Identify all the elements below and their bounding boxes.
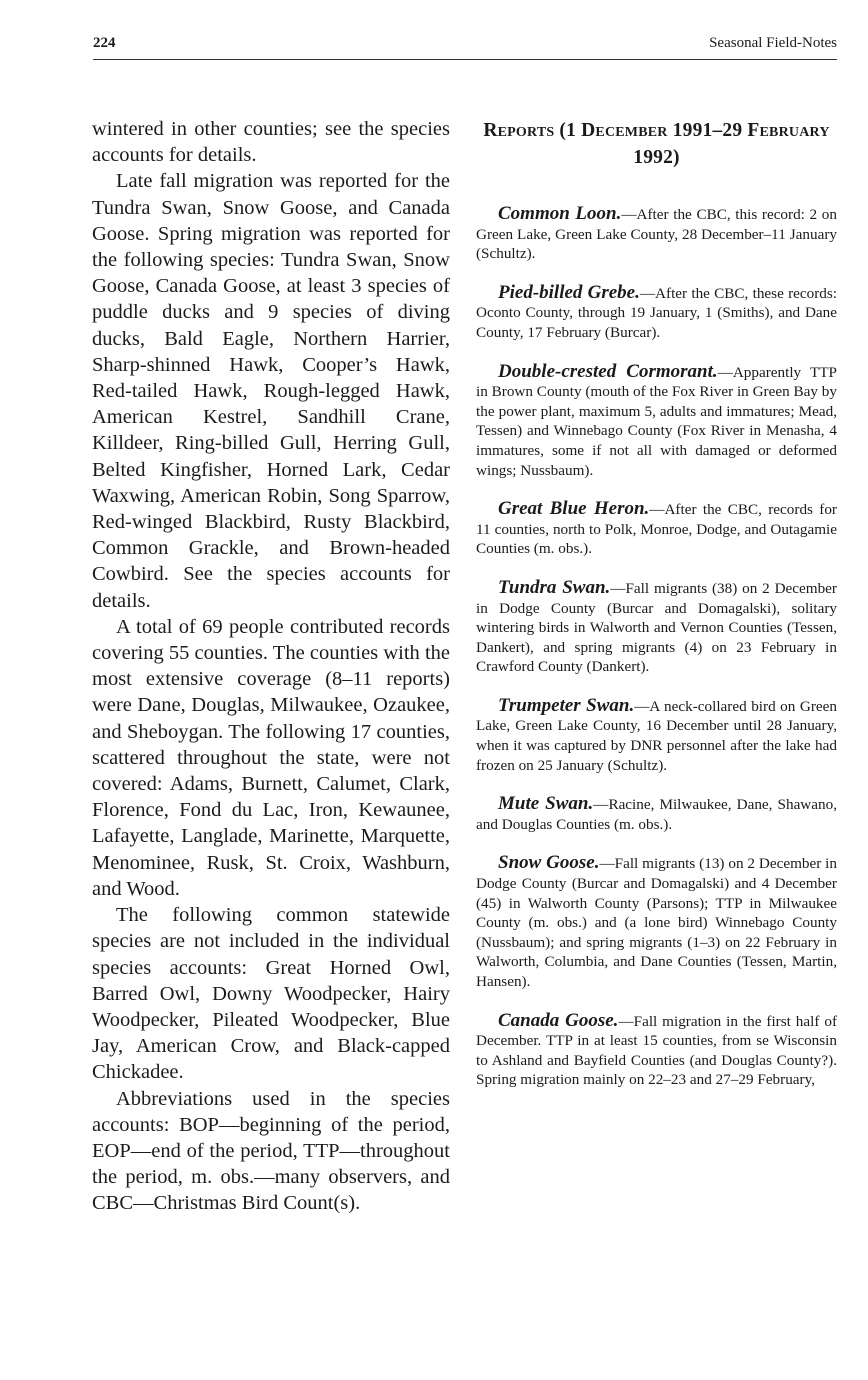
species-name: Common Loon. <box>498 203 622 224</box>
page-number: 224 <box>93 35 116 51</box>
species-entry <box>476 283 837 343</box>
species-entry <box>476 1011 837 1090</box>
left-paragraph: A total of 69 people contributed records covering 55 counties. The counties with the most extensive coverage (8–11 reports) were Dane, Douglas, Milwaukee, Ozaukee, and Sheboygan. The following 17 counties, scattered throughout the state, were not covered: Adams, Burnett, Calumet, Clark, Florence, Fond du Lac, Iron, Kewaunee, Lafayette, Langlade, Marinette, Marquette, Menominee, Rusk, St. Croix, Washburn, and Wood. <box>92 615 450 900</box>
right-column <box>476 117 837 1109</box>
species-entry <box>476 362 837 481</box>
species-text: —Fall migrants (13) on 2 December in Dodge County (Burcar and Domagalski) and 4 December (45) in Walworth County (Parsons); TTP in Milwaukee County (m. obs.) and (a lone bird) Winnebago County (Nussbaum); and spring migrants (1–3) on 22 February in Walworth, Columbia, and Dane Counties (Tessen, Martin, Hansen). <box>476 855 837 990</box>
left-column <box>92 116 450 1217</box>
species-entry <box>476 794 837 834</box>
species-text: —Racine, Milwaukee, Dane, Shawano, and Douglas Counties (m. obs.). <box>476 796 837 833</box>
species-entry <box>476 853 837 991</box>
species-text: —After the CBC, these records: Oconto County, through 19 January, 1 (Smiths), and Dane County, 17 February (Burcar). <box>476 284 837 341</box>
page-header <box>93 33 837 60</box>
species-entry <box>476 204 837 264</box>
species-name: Pied-billed Grebe. <box>498 281 640 303</box>
species-entry <box>476 499 837 559</box>
running-head: Seasonal Field-Notes <box>709 35 837 51</box>
species-text: —After the CBC, records for 11 counties, north to Polk, Monroe, Dodge, and Outagamie Counties (m. obs.). <box>476 501 837 558</box>
species-name: Double-crested Cormorant. <box>498 360 718 382</box>
species-name: Mute Swan. <box>498 793 594 815</box>
species-name: Canada Goose. <box>498 1009 619 1031</box>
species-entry <box>476 696 837 775</box>
left-paragraph: Abbreviations used in the species accounts: BOP—beginning of the period, EOP—end of the period, TTP—throughout the period, m. obs.—many observers, and CBC—Christmas Bird Count(s). <box>92 1087 450 1215</box>
left-paragraph: Late fall migration was reported for the Tundra Swan, Snow Goose, and Canada Goose. Spring migration was reported for the following species: Tundra Swan, Snow Goose, Canada Goose, at least 3 species of puddle ducks and 9 species of diving ducks, Bald Eagle, Northern Harrier, Sharp-shinned Hawk, Cooper’s Hawk, Red-tailed Hawk, Rough-legged Hawk, American Kestrel, Sandhill Crane, Killdeer, Ring-billed Gull, Herring Gull, Belted Kingfisher, Horned Lark, Cedar Waxwing, American Robin, Song Sparrow, Red-winged Blackbird, Rusty Blackbird, Common Grackle, and Brown-headed Cowbird. See the species accounts for details. <box>92 170 450 612</box>
species-text: —Fall migration in the first half of December. TTP in at least 15 counties, from se Wisconsin to Ashland and Bayfield Counties (and Douglas County?). Spring migration mainly on 22–23 and 27–29 February, <box>476 1012 837 1089</box>
left-paragraph: wintered in other counties; see the species accounts for details. <box>92 118 450 167</box>
species-name: Snow Goose. <box>498 852 600 874</box>
species-text: —Fall migrants (38) on 2 December in Dodge County (Burcar and Domagalski), solitary wintering birds in Walworth and Vernon Counties (Tessen, Dankert), and spring migrants (4) on 23 February in Crawford County (Dankert). <box>476 579 837 676</box>
species-name: Trumpeter Swan. <box>498 694 635 716</box>
species-text: —After the CBC, this record: 2 on Green Lake, Green Lake County, 28 December–11 January (Schultz). <box>476 206 837 263</box>
species-text: —A neck-collared bird on Green Lake, Green Lake County, 16 December until 28 January, when it was captured by DNR personnel after the lake had frozen on 25 January (Schultz). <box>476 697 837 774</box>
left-paragraph: The following common statewide species are not included in the individual species accounts: Great Horned Owl, Barred Owl, Downy Woodpecker, Hairy Woodpecker, Pileated Woodpecker, Blue Jay, American Crow, and Black-capped Chickadee. <box>92 904 450 1084</box>
species-name: Great Blue Heron. <box>498 498 650 520</box>
species-name: Tundra Swan. <box>498 576 611 598</box>
species-entry <box>476 578 837 677</box>
section-title: Reports (1 December 1991–29 February 1992) <box>483 120 830 168</box>
species-text: —Apparently TTP in Brown County (mouth of the Fox River in Green Bay by the power plant, maximum 5, adults and immatures; Mead, Tessen) and Winnebago County (Fox River in Menasha, 4 immatures, some if not all with damaged or deformed wings; Nussbaum). <box>476 363 837 479</box>
